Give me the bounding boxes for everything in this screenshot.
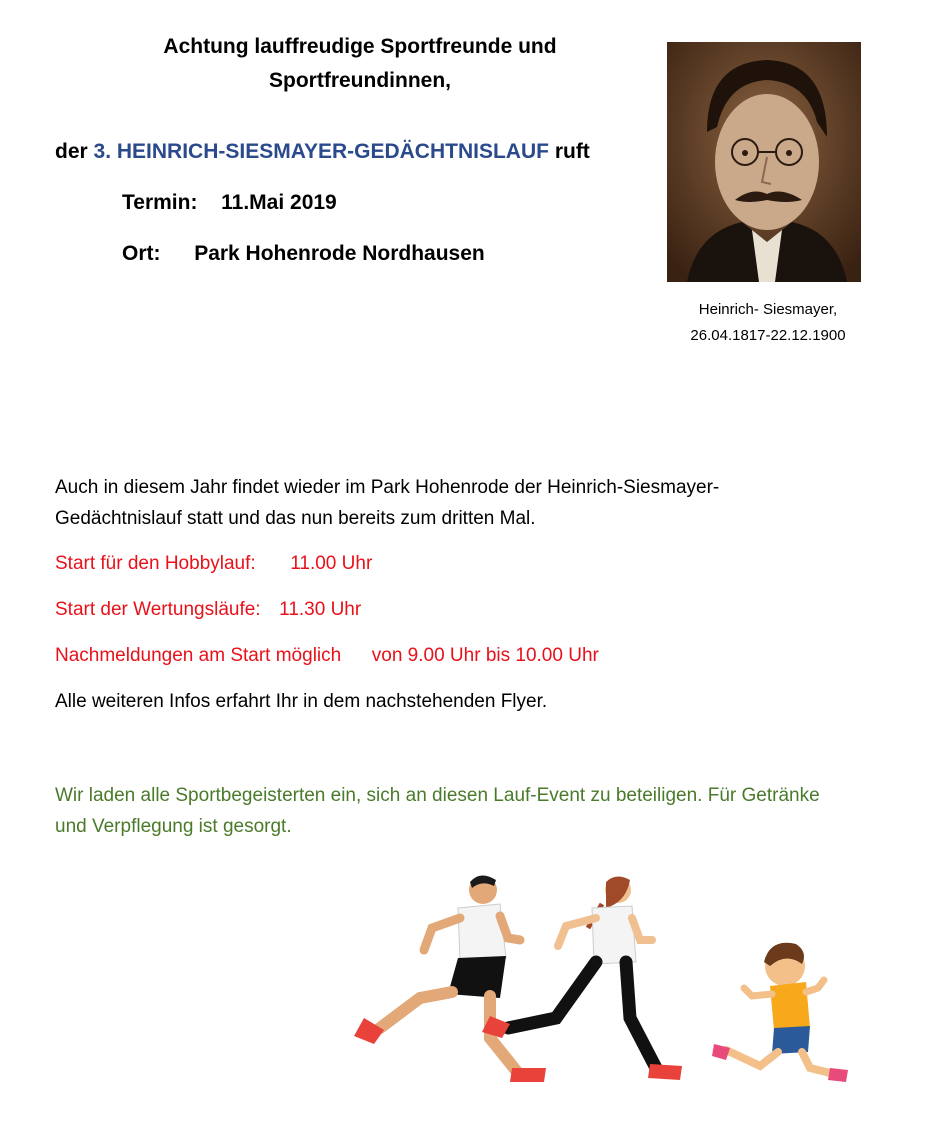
greeting-line-2: Sportfreundinnen, [269,69,451,92]
invite-line-2: und Verpflegung ist gesorgt. [55,816,292,837]
caption-line-2: 26.04.1817-22.12.1900 [690,327,846,344]
late-label: Nachmeldungen am Start möglich [55,645,342,666]
greeting [100,30,620,98]
date-label: Termin: [122,191,198,214]
event-name: 3. HEINRICH-SIESMAYER-GEDÄCHTNISLAUF [93,140,549,163]
event-call-prefix: der [55,140,88,163]
wertung-time: 11.30 Uhr [279,599,362,620]
date-value: 11.Mai 2019 [221,191,337,214]
event-date [122,186,337,220]
caption-line-1: Heinrich- Siesmayer, [698,301,838,318]
female-runner-icon [482,876,682,1080]
event-call-suffix: ruft [554,140,590,163]
hobby-label: Start für den Hobbylauf: [55,553,256,574]
wertung-label: Start der Wertungsläufe: [55,599,261,620]
info-text: Alle weiteren Infos erfahrt Ihr in dem nachstehenden Flyer. [55,691,548,712]
runners-illustration [340,868,860,1098]
male-runner-icon [354,875,546,1082]
late-registration [55,640,599,671]
portrait-caption [648,297,888,349]
invite-line-1: Wir laden alle Sportbegeisterten ein, sich an diesen Lauf-Event zu beteiligen. Für Getränke [55,785,820,806]
event-place [122,237,485,271]
intro-line-2: Gedächtnislauf statt und das nun bereits zum dritten Mal. [55,508,536,529]
greeting-line-1: Achtung lauffreudige Sportfreunde und [163,35,557,58]
intro-paragraph [55,472,915,534]
place-value: Park Hohenrode Nordhausen [194,242,485,265]
invitation [55,780,925,842]
child-runner-icon [712,943,848,1082]
event-call [55,135,590,169]
wertung-start [55,594,361,625]
runners-icon [340,868,860,1098]
portrait-icon [667,42,861,282]
intro-line-1: Auch in diesem Jahr findet wieder im Park Hohenrode der Heinrich-Siesmayer- [55,477,720,498]
late-time: von 9.00 Uhr bis 10.00 Uhr [371,645,599,666]
portrait-photo [667,42,861,282]
hobby-start [55,548,372,579]
place-label: Ort: [122,242,161,265]
hobby-time: 11.00 Uhr [290,553,373,574]
